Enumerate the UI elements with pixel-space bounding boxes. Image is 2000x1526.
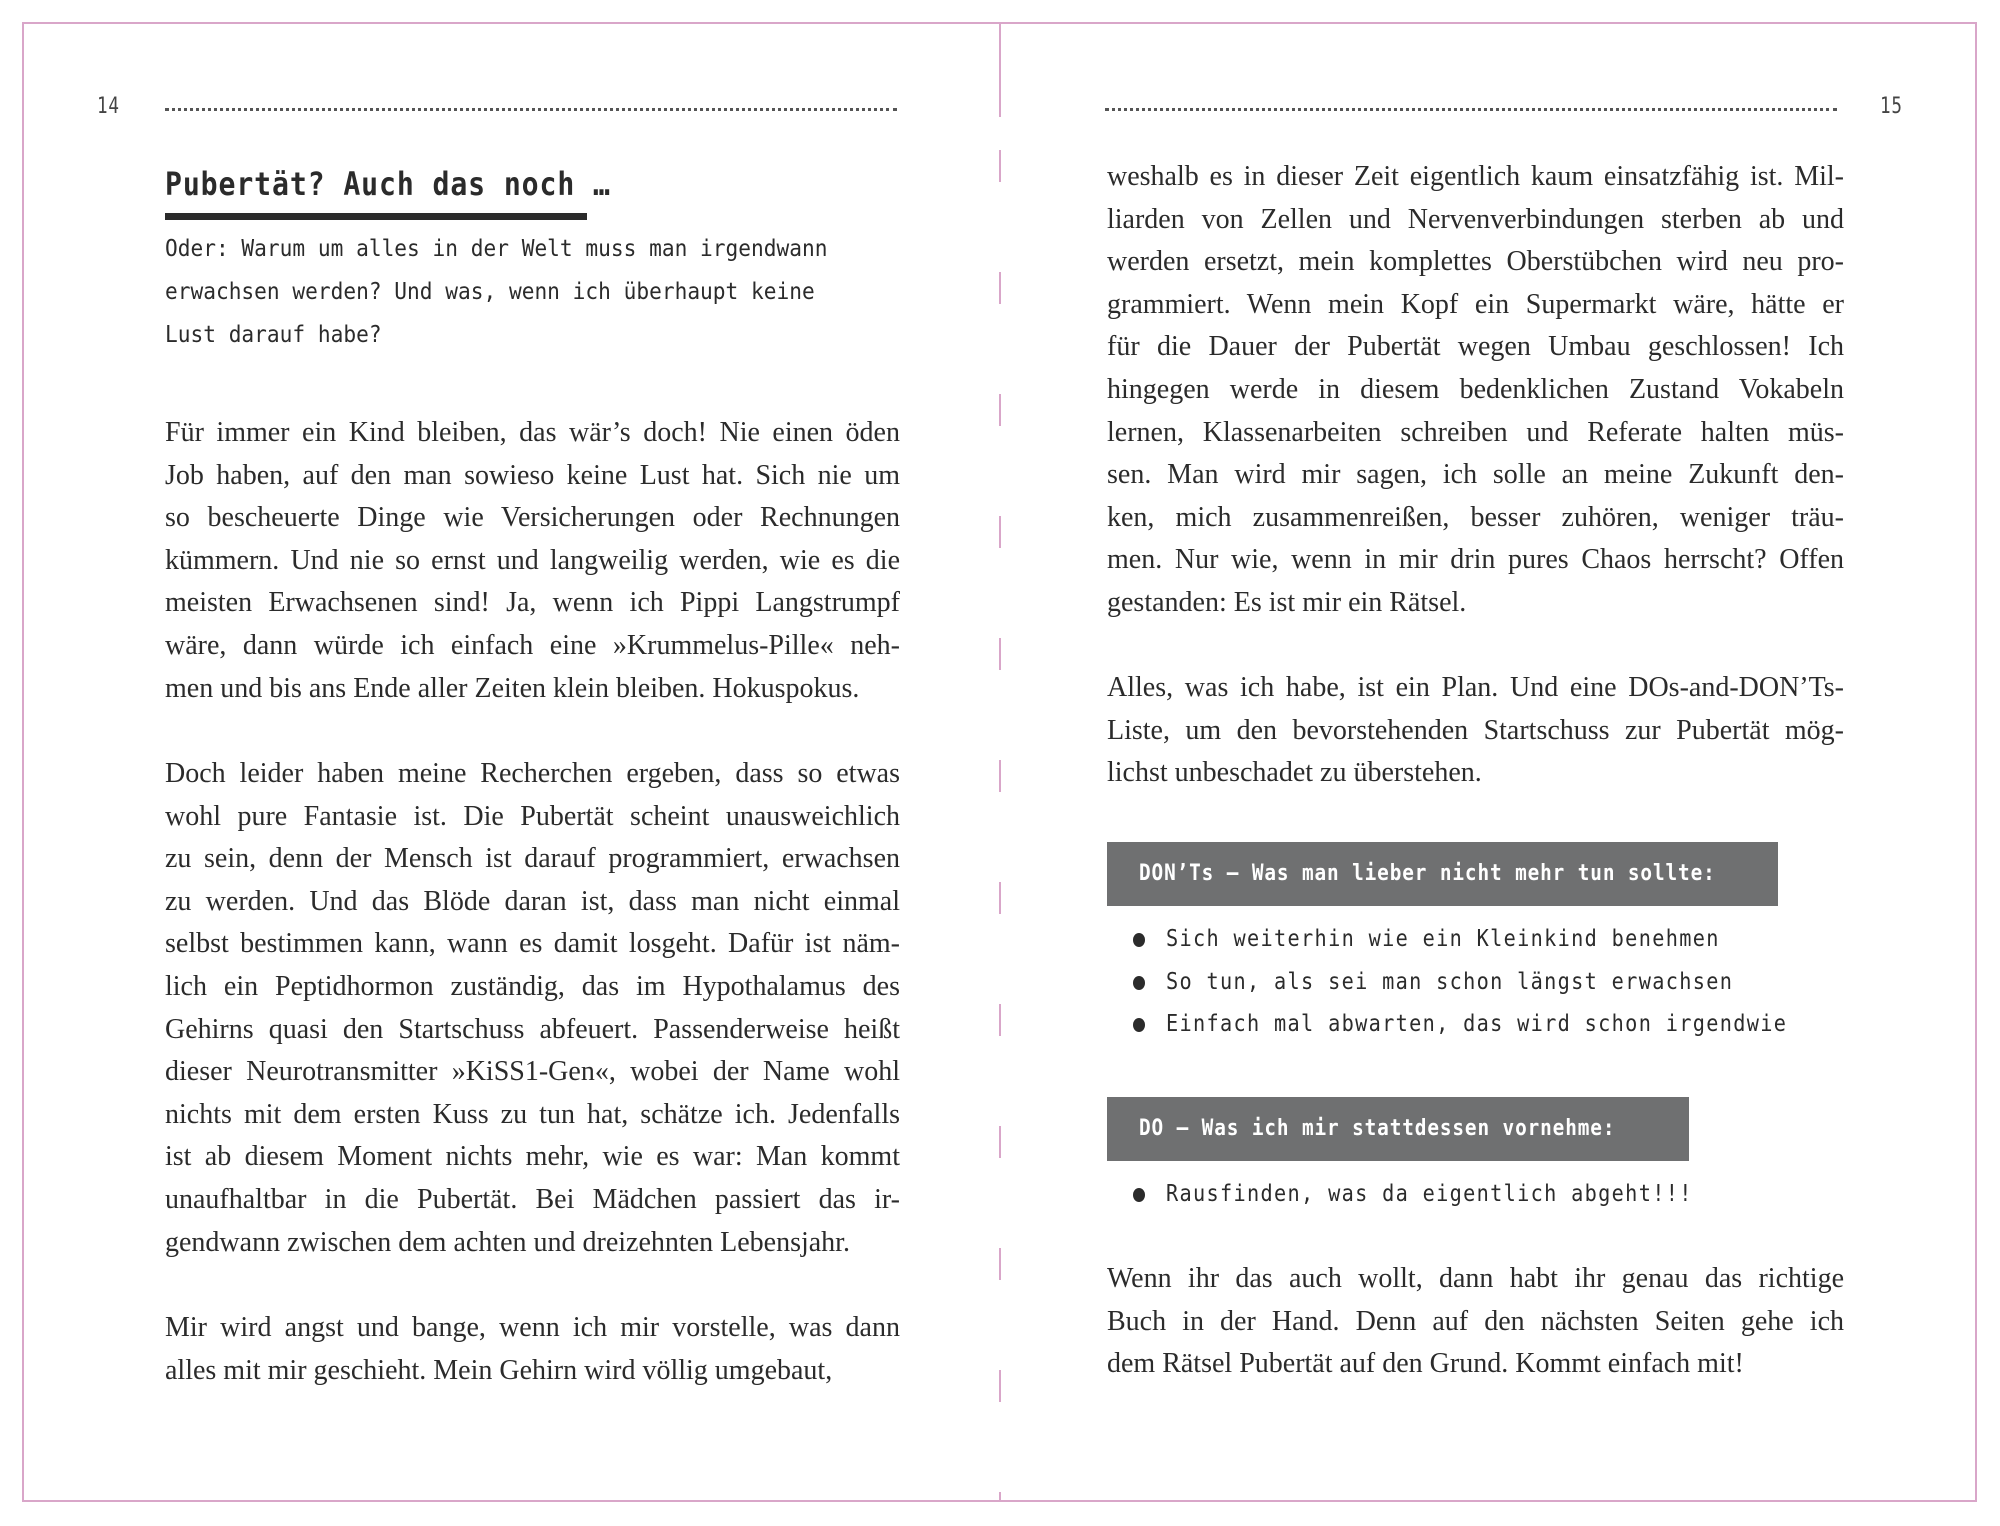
text-line: sen. Man wird mir sagen, ich solle an meine Zukunft den- — [1107, 459, 1844, 491]
chapter-heading: Pubertät? Auch das noch … — [165, 165, 611, 203]
heading-underline — [165, 213, 587, 220]
text-line: wäre, dann würde ich einfach eine »Krummelus-Pille« neh- — [165, 629, 900, 661]
text-line: kümmern. Und nie so ernst und langweilig werden, wie es die — [165, 544, 900, 576]
bullet-icon — [1133, 1188, 1145, 1202]
paragraph-continued — [1107, 156, 1844, 625]
text-line: hingegen werde in diesem bedenklichen Zustand Vokabeln — [1107, 373, 1844, 405]
spine-segment — [999, 1492, 1001, 1502]
bullet-icon — [1133, 1018, 1145, 1032]
list-item: Rausfinden, was da eigentlich abgeht!!! — [1133, 1173, 1765, 1216]
text-line: dieser Neurotransmitter »KiSS1-Gen«, wobei der Name wohl — [165, 1056, 900, 1088]
text-line: wohl pure Fantasie ist. Die Pubertät scheint unausweichlich — [165, 800, 900, 832]
text-line: liarden von Zellen und Nervenverbindungen sterben ab und — [1107, 203, 1844, 235]
header-dotted-rule-left — [165, 108, 897, 111]
subtitle-line: Lust darauf habe? — [165, 322, 382, 348]
text-line: meisten Erwachsenen sind! Ja, wenn ich Pippi Langstrumpf — [165, 587, 900, 619]
list-item: Einfach mal abwarten, das wird schon irgendwie — [1133, 1003, 1872, 1046]
dos-list — [1133, 1173, 1765, 1216]
text-line: dem Rätsel Pubertät auf den Grund. Kommt einfach mit! — [1107, 1348, 1744, 1380]
paragraph-3 — [165, 1307, 900, 1392]
spine-segment — [999, 272, 1001, 304]
dos-title: DO – Was ich mir stattdessen vornehme: — [1139, 1116, 1616, 1141]
paragraph-1 — [165, 412, 900, 710]
spine-segment — [999, 22, 1001, 117]
text-line: men. Nur wie, wenn in mir drin pures Chaos herrscht? Offen — [1107, 544, 1844, 576]
donts-title: DON’Ts – Was man lieber nicht mehr tun sollte: — [1139, 861, 1716, 886]
text-line: Mir wird angst und bange, wenn ich mir vorstelle, was dann — [165, 1312, 900, 1343]
spine-segment — [999, 760, 1001, 792]
text-line: ist ab diesem Moment nichts mehr, wie es war: Man kommt — [165, 1141, 900, 1173]
spine-segment — [999, 1370, 1001, 1402]
spine-segment — [999, 150, 1001, 182]
text-line: weshalb es in dieser Zeit eigentlich kaum einsatzfähig ist. Mil- — [1107, 161, 1844, 192]
text-line: Alles, was ich habe, ist ein Plan. Und eine DOs-and-DON’Ts- — [1107, 672, 1844, 703]
subtitle-line: erwachsen werden? Und was, wenn ich überhaupt keine — [165, 279, 815, 305]
text-line: alles mit mir geschieht. Mein Gehirn wird völlig umgebaut, — [165, 1354, 833, 1386]
spine-segment — [999, 638, 1001, 670]
chapter-subtitle — [165, 228, 883, 357]
text-line: Liste, um den bevorstehenden Startschuss zur Pubertät mög- — [1107, 714, 1844, 746]
closing-paragraph — [1107, 1258, 1844, 1386]
text-line: gestanden: Es ist mir ein Rätsel. — [1107, 586, 1467, 618]
subtitle-line: Oder: Warum um alles in der Welt muss man irgendwann — [165, 236, 828, 262]
text-line: Gehirns quasi den Startschuss abfeuert. Passenderweise heißt — [165, 1013, 900, 1045]
text-line: Für immer ein Kind bleiben, das wär’s doch! Nie einen öden — [165, 417, 900, 448]
dos-header-box — [1107, 1097, 1689, 1161]
spine-segment — [999, 516, 1001, 548]
text-line: unaufhaltbar in die Pubertät. Bei Mädchen passiert das ir- — [165, 1183, 900, 1215]
donts-header-box — [1107, 842, 1778, 906]
spine-segment — [999, 1248, 1001, 1280]
bullet-icon — [1133, 933, 1145, 947]
paragraph-2 — [165, 753, 900, 1264]
text-line: ken, mich zusammenreißen, besser zuhören, weniger träu- — [1107, 501, 1844, 533]
text-line: grammiert. Wenn mein Kopf ein Supermarkt wäre, hätte er — [1107, 288, 1844, 320]
text-line: zu sein, denn der Mensch ist darauf programmiert, erwachsen — [165, 843, 900, 875]
text-line: lich ein Peptidhormon zuständig, das im Hypothalamus des — [165, 970, 900, 1002]
donts-list — [1133, 918, 1872, 1046]
page-number-right: 15 — [1880, 94, 1903, 119]
text-line: Wenn ihr das auch wollt, dann habt ihr genau das richtige — [1107, 1263, 1844, 1294]
header-dotted-rule-right — [1105, 108, 1837, 111]
spine-segment — [999, 1004, 1001, 1036]
page-number-left: 14 — [97, 94, 120, 119]
spine-segment — [999, 1126, 1001, 1158]
text-line: nichts mit dem ersten Kuss zu tun hat, schätze ich. Jedenfalls — [165, 1098, 900, 1130]
text-line: lernen, Klassenarbeiten schreiben und Referate halten müs- — [1107, 416, 1844, 448]
list-item: So tun, als sei man schon längst erwachsen — [1133, 961, 1872, 1004]
text-line: werden ersetzt, mein komplettes Oberstübchen wird neu pro- — [1107, 246, 1844, 278]
text-line: Doch leider haben meine Recherchen ergeben, dass so etwas — [165, 758, 900, 789]
text-line: Job haben, auf den man sowieso keine Lust hat. Sich nie um — [165, 459, 900, 491]
text-line: gendwann zwischen dem achten und dreizehnten Lebensjahr. — [165, 1226, 850, 1258]
spine-segment — [999, 394, 1001, 426]
spine-segment — [999, 882, 1001, 914]
text-line: lichst unbeschadet zu überstehen. — [1107, 757, 1482, 789]
text-line: selbst bestimmen kann, wann es damit losgeht. Dafür ist näm- — [165, 928, 900, 960]
list-item: Sich weiterhin wie ein Kleinkind benehmen — [1133, 918, 1872, 961]
text-line: Buch in der Hand. Denn auf den nächsten Seiten gehe ich — [1107, 1305, 1844, 1337]
text-line: men und bis ans Ende aller Zeiten klein bleiben. Hokuspokus. — [165, 672, 860, 704]
text-line: für die Dauer der Pubertät wegen Umbau geschlossen! Ich — [1107, 331, 1844, 363]
text-line: zu werden. Und das Blöde daran ist, dass man nicht einmal — [165, 885, 900, 917]
bullet-icon — [1133, 976, 1145, 990]
text-line: so bescheuerte Dinge wie Versicherungen oder Rechnungen — [165, 502, 900, 534]
paragraph-plan — [1107, 667, 1844, 795]
